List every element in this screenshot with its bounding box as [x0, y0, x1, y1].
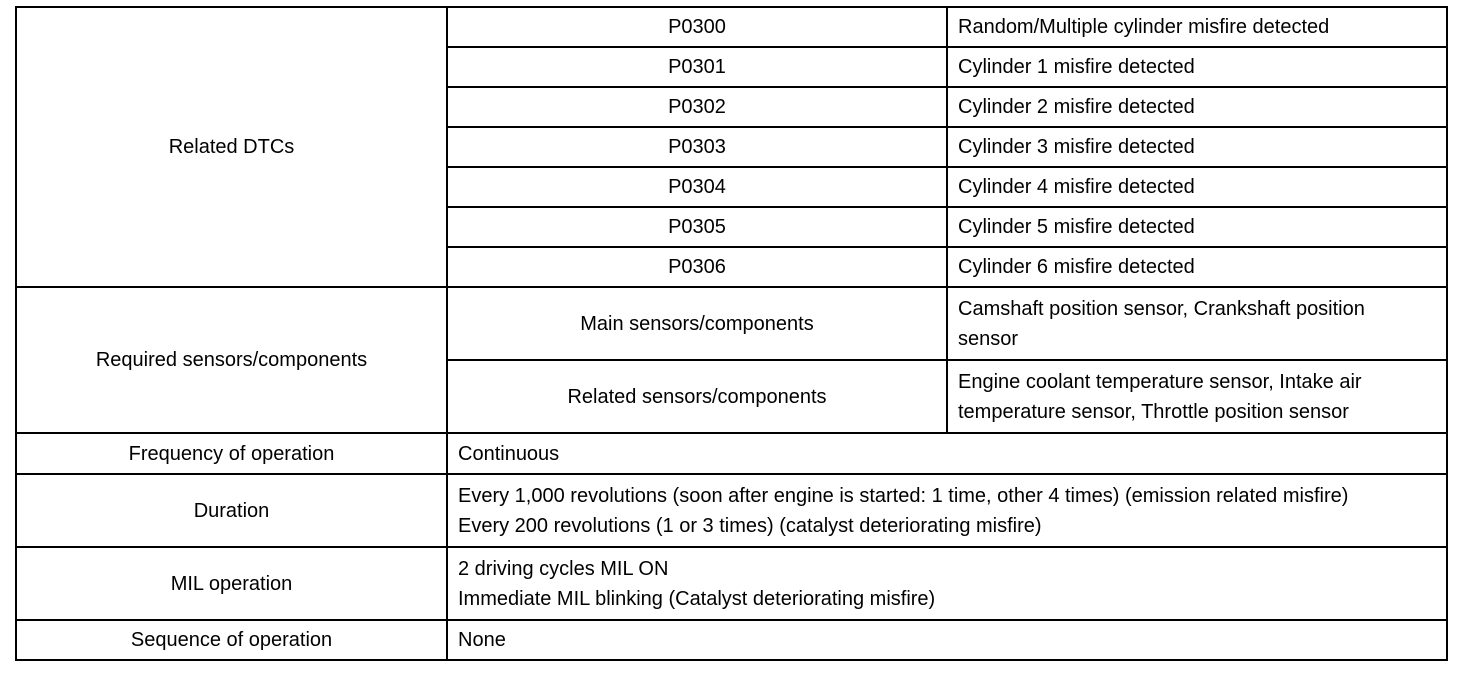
dtc-description: Cylinder 6 misfire detected [947, 247, 1447, 287]
duration-line: Every 200 revolutions (1 or 3 times) (catalyst deteriorating misfire) [458, 514, 1042, 537]
main-sensors-line: Camshaft position sensor, Crankshaft position [958, 297, 1365, 320]
dtc-description: Cylinder 4 misfire detected [947, 167, 1447, 207]
sequence-label: Sequence of operation [16, 620, 447, 660]
dtc-description: Cylinder 2 misfire detected [947, 87, 1447, 127]
frequency-label: Frequency of operation [16, 433, 447, 474]
table-row [16, 433, 1447, 474]
dtc-code: P0306 [447, 247, 947, 287]
table-row [16, 287, 1447, 360]
related-sensors-value [947, 360, 1447, 433]
dtc-code: P0303 [447, 127, 947, 167]
mil-operation-line: 2 driving cycles MIL ON [458, 557, 669, 580]
related-sensors-line: Engine coolant temperature sensor, Intake air [958, 370, 1362, 393]
duration-value [447, 474, 1447, 547]
dtc-description: Random/Multiple cylinder misfire detected [947, 7, 1447, 47]
dtc-description: Cylinder 1 misfire detected [947, 47, 1447, 87]
dtc-code: P0304 [447, 167, 947, 207]
table-row [16, 547, 1447, 620]
mil-operation-value [447, 547, 1447, 620]
duration-label: Duration [16, 474, 447, 547]
related-dtcs-label: Related DTCs [16, 7, 447, 287]
dtc-description: Cylinder 3 misfire detected [947, 127, 1447, 167]
duration-line: Every 1,000 revolutions (soon after engine is started: 1 time, other 4 times) (emission related misfire) [458, 484, 1349, 507]
mil-operation-label: MIL operation [16, 547, 447, 620]
required-sensors-label: Required sensors/components [16, 287, 447, 433]
dtc-description: Cylinder 5 misfire detected [947, 207, 1447, 247]
dtc-code: P0301 [447, 47, 947, 87]
dtc-code: P0305 [447, 207, 947, 247]
dtc-code: P0300 [447, 7, 947, 47]
related-sensors-line: temperature sensor, Throttle position sensor [958, 400, 1349, 423]
mil-operation-line: Immediate MIL blinking (Catalyst deteriorating misfire) [458, 587, 936, 610]
related-sensors-label: Related sensors/components [447, 360, 947, 433]
table-row [16, 7, 1447, 47]
main-sensors-line: sensor [958, 327, 1019, 350]
dtc-code: P0302 [447, 87, 947, 127]
frequency-value: Continuous [447, 433, 1447, 474]
main-sensors-value [947, 287, 1447, 360]
table-row [16, 620, 1447, 660]
main-sensors-label: Main sensors/components [447, 287, 947, 360]
table-row [16, 474, 1447, 547]
sequence-value: None [447, 620, 1447, 660]
dtc-spec-table [15, 6, 1448, 661]
